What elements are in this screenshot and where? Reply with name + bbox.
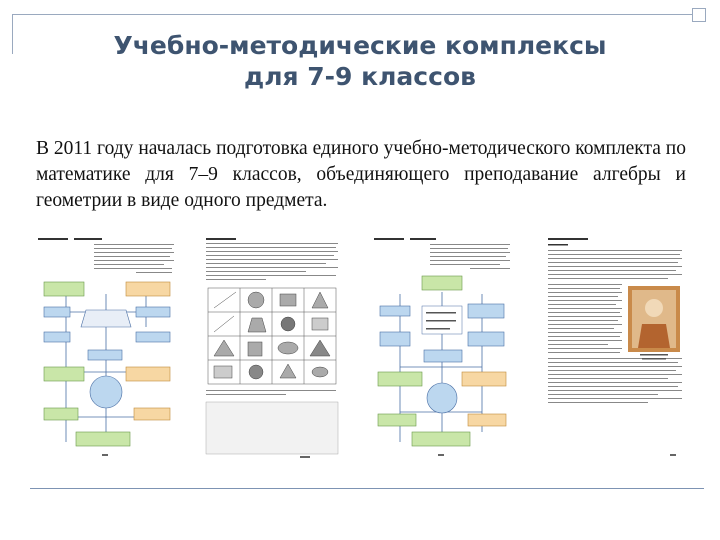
slide-frame-horizontal [12, 14, 706, 15]
text-portrait-page [542, 232, 686, 460]
geometry-shapes-page [202, 232, 342, 460]
textbook-pages [36, 232, 686, 462]
algebra-diagram-page [370, 232, 514, 460]
body-paragraph: В 2011 году началась подготовка единого учебно-методического комплекта по математике для 7–9 классов, объединяющего преподавание алгебры и геометрии в виде одного предмета. [36, 138, 686, 211]
bottom-rule [30, 488, 704, 489]
title-line-1: Учебно-методические комплексы [113, 31, 607, 60]
slide-corner-square [692, 8, 706, 22]
title-line-2: для 7-9 классов [244, 62, 476, 91]
geometry-diagram-page [36, 232, 178, 460]
slide-frame-vertical [12, 14, 13, 54]
slide-title [60, 30, 660, 92]
